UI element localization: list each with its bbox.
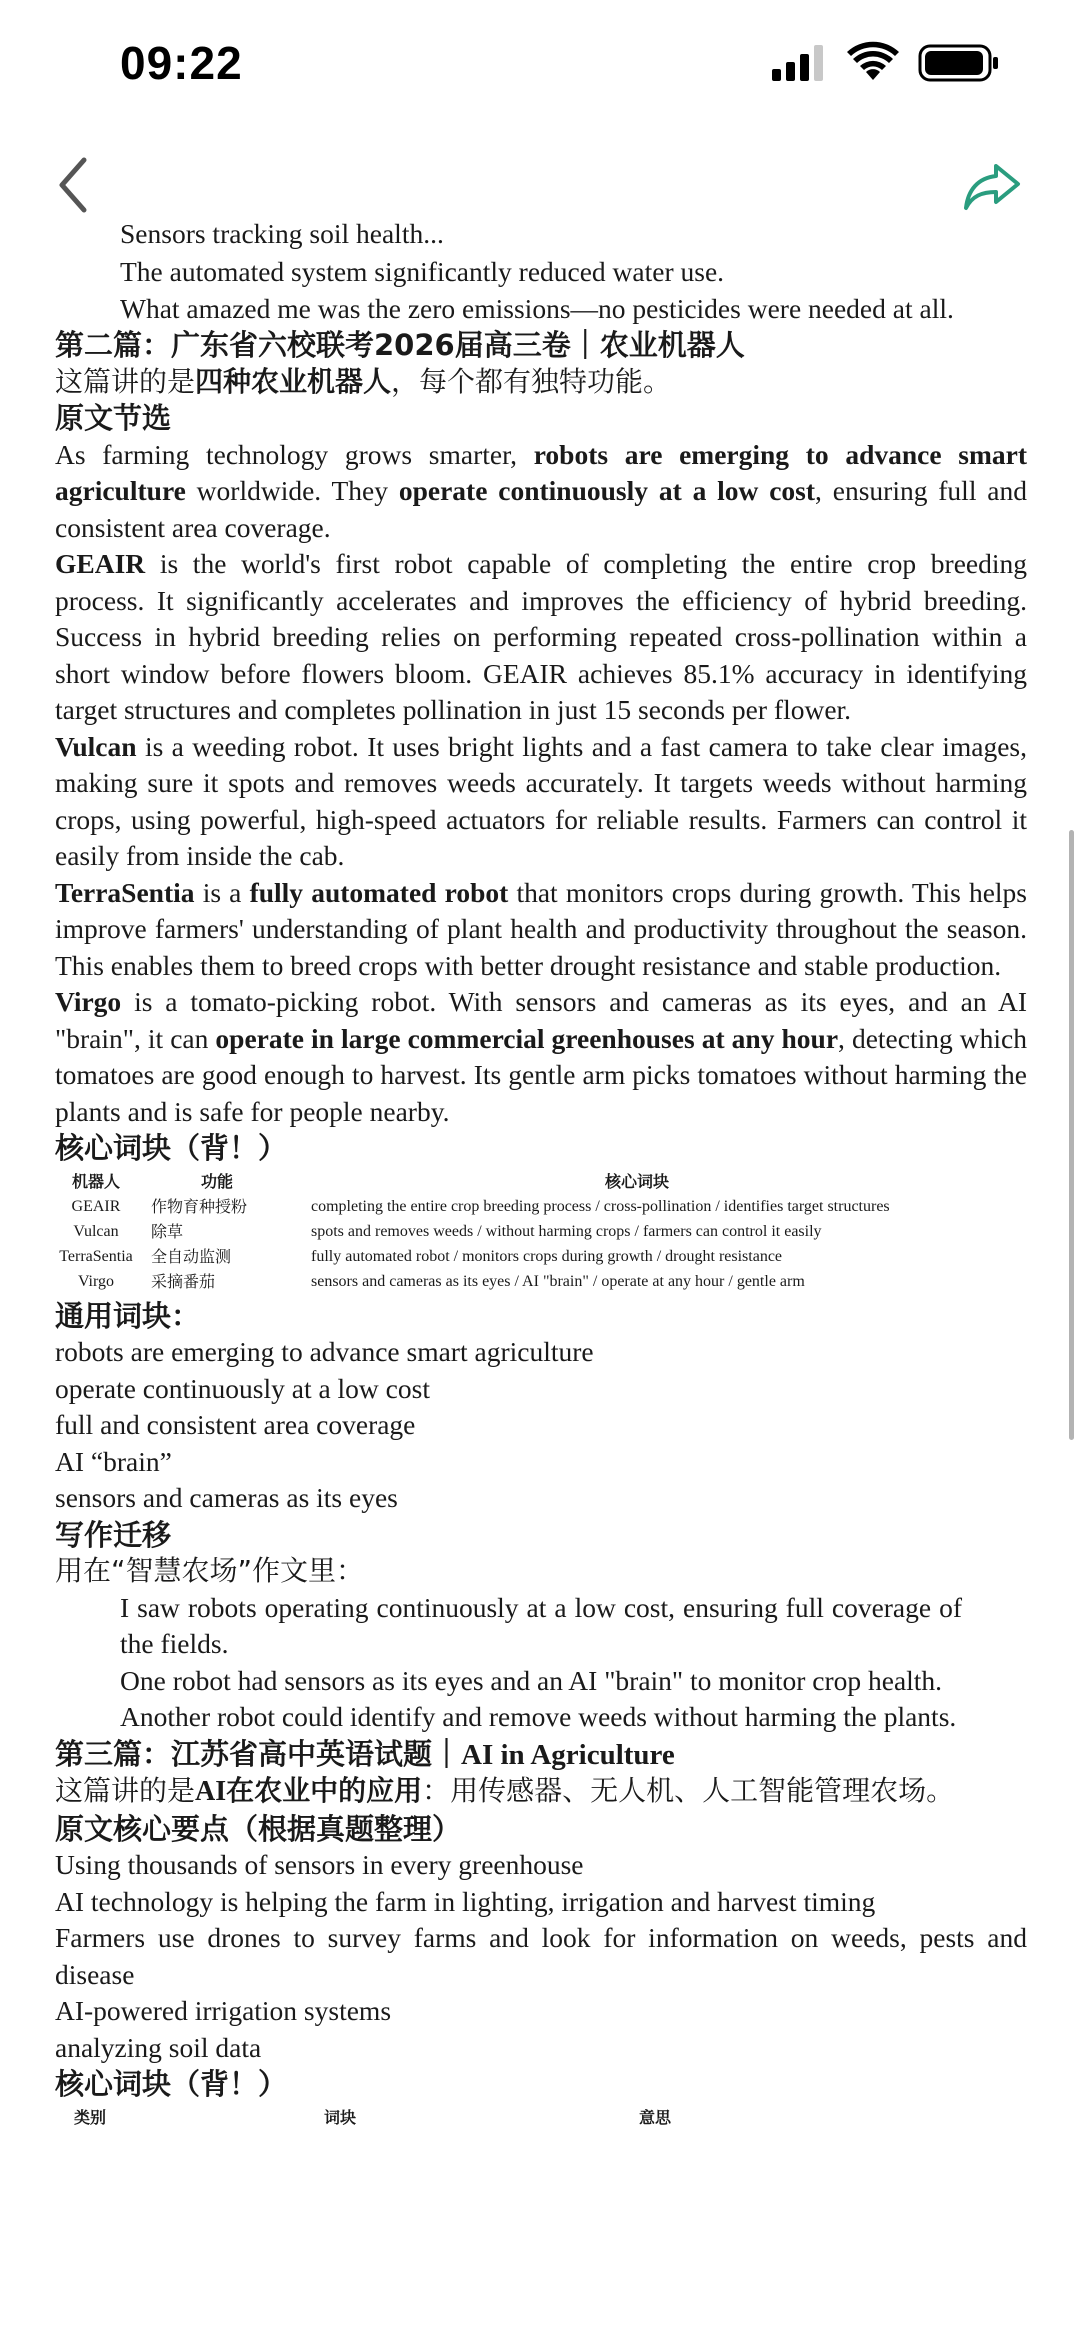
section-3-points-heading: 原文核心要点（根据真题整理） (55, 1811, 462, 1846)
section-3-title: 第三篇：江苏省高中英语试题｜AI in Agriculture (55, 1736, 675, 1771)
list-item: robots are emerging to advance smart agriculture (55, 1336, 594, 1367)
wifi-icon (848, 44, 898, 82)
vocab-table-header: 类别 词块 意思 (73, 2107, 671, 2127)
excerpt-heading: 原文节选 (55, 401, 172, 435)
list-item: full and consistent area coverage (55, 1409, 416, 1440)
share-arrow-icon[interactable] (962, 156, 1022, 216)
writing-sentence: Another robot could identify and remove weeds without harming the plants. (120, 1701, 957, 1732)
cellular-signal-icon (772, 45, 828, 81)
battery-icon (918, 44, 1000, 82)
section-2-intro: 这篇讲的是四种农业机器人，每个都有独特功能。 (55, 364, 672, 398)
excerpt-paragraph-intro: As farming technology grows smarter, robots are emerging to advance smart agriculture worldwide. They operate continuously at a low cost, ensuring full and consistent area coverage. (55, 438, 1028, 543)
list-item: Using thousands of sensors in every greenhouse (55, 1849, 584, 1880)
table-row: GEAIR 作物育种授粉 completing the entire crop breeding process / cross-pollination / identifies target structures (71, 1196, 890, 1216)
section-3-vocab-heading: 核心词块（背！） (55, 2067, 288, 2101)
writing-intro: 用在“智慧农场”作文里： (55, 1554, 365, 1587)
vocab-table-header: 机器人 功能 核心词块 (71, 1171, 669, 1191)
status-time: 09:22 (120, 37, 243, 89)
section-2-title: 第二篇：广东省六校联考2026届高三卷｜农业机器人 (55, 328, 745, 362)
prev-line-2: What amazed me was the zero emissions—no pesticides were needed at all. (120, 292, 954, 324)
scrollbar[interactable] (1069, 830, 1074, 1440)
list-item: sensors and cameras as its eyes (55, 1482, 398, 1513)
section-3-vocab-table (55, 2105, 755, 2130)
prev-line-1: The automated system significantly reduced water use. (120, 256, 725, 287)
excerpt-paragraph-terrasentia: TerraSentia is a fully automated robot that monitors crops during growth. This helps improve farmers' understanding of plant health and productivity throughout the season. This enables them to breed crops with better drought resistance and stable production. (55, 876, 1027, 981)
cut-off-line: Sensors tracking soil health... (120, 218, 444, 249)
writing-sentence: I saw robots operating continuously at a low cost, ensuring full coverage of the fields. (120, 1591, 962, 1659)
table-row: Vulcan 除草 spots and removes weeds / without harming crops / farmers can control it easily (73, 1221, 822, 1241)
status-bar (0, 0, 1080, 130)
list-item: AI “brain” (55, 1445, 172, 1477)
status-icons (772, 44, 1000, 82)
writing-heading: 写作迁移 (55, 1517, 172, 1552)
general-vocab-heading: 通用词块： (55, 1298, 201, 1333)
list-item: AI technology is helping the farm in lighting, irrigation and harvest timing (55, 1885, 876, 1917)
excerpt-paragraph-vulcan: Vulcan is a weeding robot. It uses bright lights and a fast camera to take clear images, making sure it spots and removes weeds accurately. It targets weeds without harming crops, using powerful, high-speed actuators for reliable results. Farmers can control it easily from inside the cab. (55, 730, 1027, 871)
excerpt-paragraph-virgo: Virgo is a tomato-picking robot. With sensors and cameras as its eyes, and an AI "brain", it can operate in large commercial greenhouses at any hour, detecting which tomatoes are good enough to harvest. Its gentle arm picks tomatoes without harming the plants and is safe for people nearby. (55, 986, 1027, 1127)
writing-sentence: One robot had sensors as its eyes and an AI "brain" to monitor crop health. (120, 1664, 943, 1696)
section-3-intro: 这篇讲的是AI在农业中的应用：用传感器、无人机、人工智能管理农场。 (55, 1774, 955, 1807)
list-item: analyzing soil data (55, 2031, 262, 2063)
vocab-table (55, 1169, 977, 1294)
list-item: Farmers use drones to survey farms and look for information on weeds, pests and disease (55, 1922, 1027, 1990)
vocab-heading: 核心词块（背！） (55, 1131, 288, 1165)
back-chevron-icon[interactable] (50, 150, 98, 220)
table-row: TerraSentia 全自动监测 fully automated robot / monitors crops during growth / drought resistance (59, 1246, 783, 1266)
list-item: AI-powered irrigation systems (55, 1995, 392, 2026)
list-item: operate continuously at a low cost (55, 1372, 430, 1404)
article-content (55, 218, 1028, 2336)
excerpt-paragraph-geair: GEAIR is the world's first robot capable of completing the entire crop breeding process. It significantly accelerates and improves the efficiency of hybrid breeding. Success in hybrid breeding relies on performing repeated cross-pollination within a short window before flowers bloom. GEAIR achieves 85.1% accuracy in identifying target structures and completes pollination in just 15 seconds per flower. (55, 548, 1027, 725)
table-row: Virgo 采摘番茄 sensors and cameras as its eyes / AI "brain" / operate at any hour / gentle arm (77, 1271, 805, 1291)
